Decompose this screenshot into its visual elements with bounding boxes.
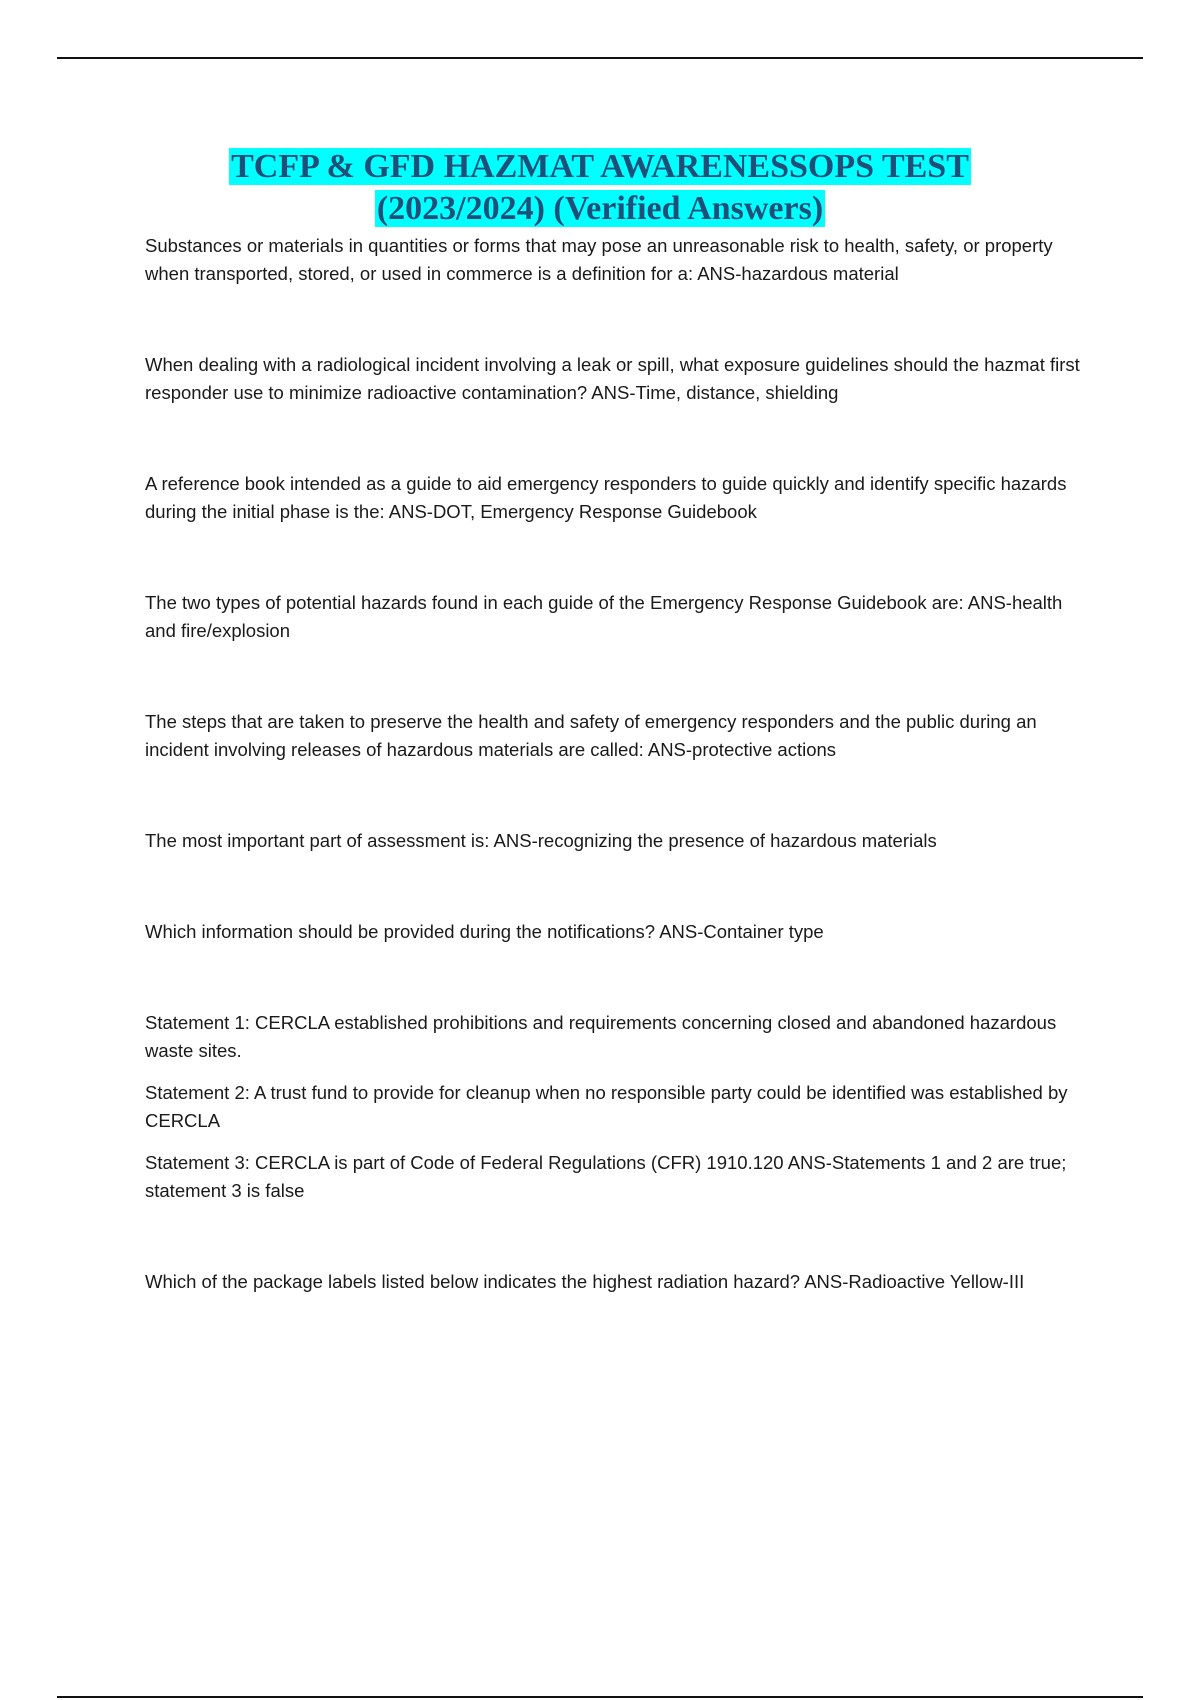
qa-item-4: The two types of potential hazards found in each guide of the Emergency Response Guidebook are: ANS-health and fire/explosion (145, 592, 1063, 641)
document-title (0, 146, 1200, 230)
top-rule (57, 57, 1143, 59)
statement-3: Statement 3: CERCLA is part of Code of Federal Regulations (CFR) 1910.120 ANS-Statements 1 and 2 are true; statement 3 is false (145, 1152, 1067, 1201)
qa-item-3: A reference book intended as a guide to aid emergency responders to guide quickly and identify specific hazards during the initial phase is the: ANS-DOT, Emergency Response Guidebook (145, 473, 1067, 522)
qa-item-final: Which of the package labels listed below indicates the highest radiation hazard? ANS-Radioactive Yellow-III (145, 1271, 1025, 1292)
qa-item-7: Which information should be provided during the notifications? ANS-Container type (145, 921, 824, 942)
statement-1: Statement 1: CERCLA established prohibitions and requirements concerning closed and abandoned hazardous waste sites. (145, 1012, 1057, 1061)
statement-2: Statement 2: A trust fund to provide for cleanup when no responsible party could be identified was established by CERCLA (145, 1082, 1068, 1131)
qa-item-1: Substances or materials in quantities or forms that may pose an unreasonable risk to health, safety, or property when transported, stored, or used in commerce is a definition for a: ANS-hazardous material (145, 235, 1053, 284)
qa-item-6: The most important part of assessment is: ANS-recognizing the presence of hazardous materials (145, 830, 937, 851)
document-body (145, 232, 1090, 1359)
bottom-rule (57, 1696, 1143, 1698)
title-line-2: (2023/2024) (Verified Answers) (376, 190, 824, 227)
qa-item-2: When dealing with a radiological incident involving a leak or spill, what exposure guidelines should the hazmat first responder use to minimize radioactive contamination? ANS-Time, distance, shielding (145, 354, 1080, 403)
qa-item-5: The steps that are taken to preserve the health and safety of emergency responders and the public during an incident involving releases of hazardous materials are called: ANS-protective actions (145, 711, 1037, 760)
title-line-1: TCFP & GFD HAZMAT AWARENESSOPS TEST (231, 148, 969, 185)
